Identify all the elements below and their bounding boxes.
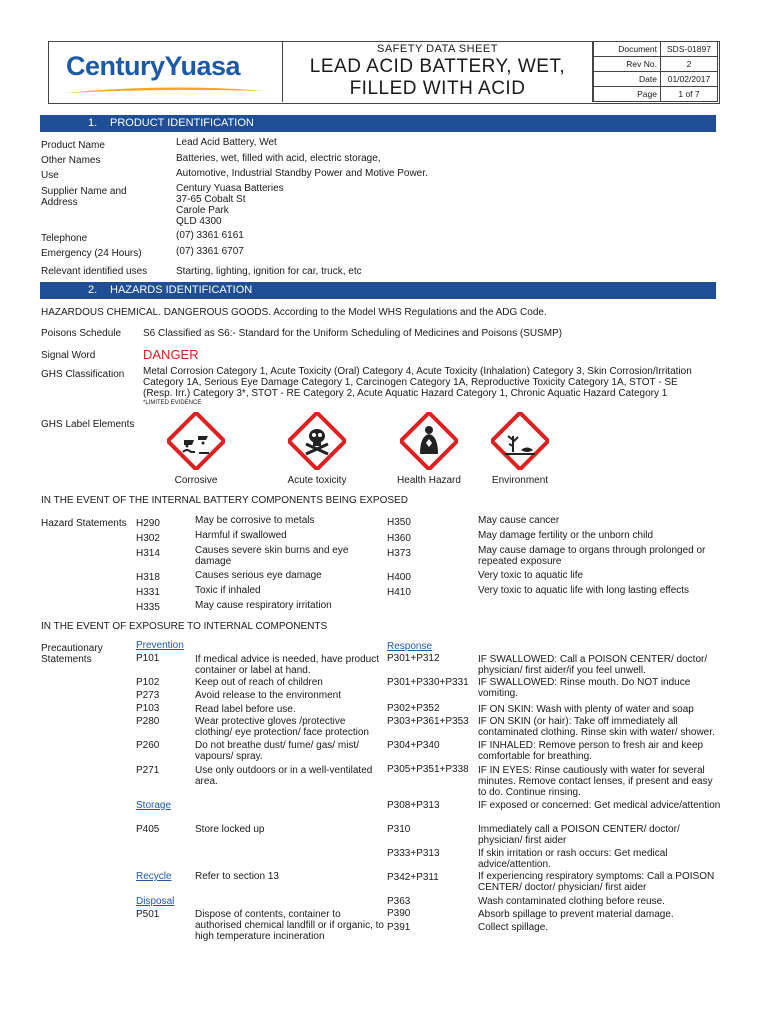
meta-value: 1 of 7: [661, 87, 718, 102]
hazard-code: H373: [387, 548, 411, 559]
logo-swoosh-icon: [66, 85, 266, 95]
precaution-code: P301+P330+P331: [387, 677, 469, 688]
poisons-value: S6 Classified as S6:- Standard for the Uniform Scheduling of Medicines and Poisons (SUSMP): [143, 328, 563, 339]
precautionary-label: Precautionary Statements: [41, 643, 103, 665]
section-number: 2.: [88, 284, 98, 296]
pictogram-caption-acute-toxicity: Acute toxicity: [287, 475, 347, 486]
relevant-uses-label: Relevant identified uses: [41, 266, 148, 277]
pictogram-caption-environment: Environment: [491, 475, 549, 486]
hazard-code: H331: [136, 587, 160, 598]
precaution-code: P260: [136, 740, 160, 751]
pictogram-caption-corrosive: Corrosive: [174, 475, 218, 486]
hazard-text: Very toxic to aquatic life: [478, 570, 584, 581]
hazard-code: H314: [136, 548, 160, 559]
precaution-text: Collect spillage.: [478, 922, 549, 933]
precaution-code: P102: [136, 677, 160, 688]
doc-title-line1: LEAD ACID BATTERY, WET,: [309, 56, 566, 77]
precaution-text: Keep out of reach of children: [195, 677, 323, 688]
storage-heading: Storage: [136, 800, 172, 811]
response-heading: Response: [387, 641, 433, 652]
precaution-text: IF SWALLOWED: Call a POISON CENTER/ doctor/ physician/ first aider/if you feel unwell.: [478, 654, 708, 676]
exposure-heading: IN THE EVENT OF EXPOSURE TO INTERNAL COMPONENTS: [41, 621, 328, 632]
address-line: Carole Park: [176, 205, 229, 216]
precaution-text: Wear protective gloves /protective clothing/ eye protection/ face protection: [195, 716, 369, 738]
environment-icon: [491, 412, 549, 470]
precaution-text: IF exposed or concerned: Get medical advice/attention: [478, 800, 721, 811]
precaution-code: P501: [136, 909, 160, 920]
section-title: PRODUCT IDENTIFICATION: [110, 117, 254, 129]
precaution-text: If medical advice is needed, have product container or label at hand.: [195, 654, 379, 676]
relevant-uses-value: Starting, lighting, ignition for car, truck, etc: [176, 266, 362, 277]
address-line: QLD 4300: [176, 216, 222, 227]
precaution-text: Absorb spillage to prevent material damage.: [478, 909, 674, 920]
hazard-code: H318: [136, 572, 160, 583]
hazard-code: H302: [136, 533, 160, 544]
product-name-label: Product Name: [41, 140, 105, 151]
ghs-classification-label: GHS Classification: [41, 369, 125, 380]
hazard-text: Causes serious eye damage: [195, 570, 322, 581]
hazard-text: May cause damage to organs through prolonged or repeated exposure: [478, 545, 706, 567]
hazard-text: May be corrosive to metals: [195, 515, 315, 526]
precaution-code: P310: [387, 824, 411, 835]
hazard-code: H350: [387, 517, 411, 528]
hazard-code: H290: [136, 518, 160, 529]
emergency-value: (07) 3361 6707: [176, 246, 244, 257]
ghs-line: Category 1A, Serious Eye Damage Category 1, Carcinogen Category 1A, Reproductive Toxicity Category 1A, STOT - SE: [143, 377, 678, 388]
other-names-value: Batteries, wet, filled with acid, electric storage,: [176, 153, 381, 164]
use-value: Automotive, Industrial Standby Power and Motive Power.: [176, 168, 428, 179]
hazard-code: H400: [387, 572, 411, 583]
logo-cell: [48, 41, 283, 102]
prevention-heading: Prevention: [136, 640, 184, 651]
hazard-code: H335: [136, 602, 160, 613]
poisons-label: Poisons Schedule: [41, 328, 122, 339]
signal-word-label: Signal Word: [41, 350, 96, 361]
precaution-text: IF ON SKIN: Wash with plenty of water and soap: [478, 704, 694, 715]
precaution-code: P103: [136, 703, 160, 714]
asterisk: *: [143, 400, 146, 406]
precaution-text: IF IN EYES: Rinse cautiously with water for several minutes. Remove contact lenses, if present and easy to do. Continue rinsing.: [478, 765, 713, 798]
telephone-value: (07) 3361 6161: [176, 230, 244, 241]
precaution-text: Use only outdoors or in a well-ventilated area.: [195, 765, 373, 787]
other-names-label: Other Names: [41, 155, 101, 166]
hazard-text: May cause cancer: [478, 515, 560, 526]
precaution-code: P302+P352: [387, 703, 440, 714]
precaution-text: Avoid release to the environment: [195, 690, 342, 701]
hazard-code: H410: [387, 587, 411, 598]
doc-meta-table: [593, 41, 718, 102]
meta-value: SDS-01897: [661, 42, 718, 57]
section-number: 1.: [88, 117, 98, 129]
section-1-bar: [40, 115, 716, 132]
precaution-code: P301+P312: [387, 653, 440, 664]
precaution-code: P303+P361+P353: [387, 716, 469, 727]
hazard-text: Very toxic to aquatic life with long lasting effects: [478, 585, 690, 596]
limited-evidence-text: LIMITED EVIDENCE: [145, 400, 202, 406]
use-label: Use: [41, 170, 59, 181]
hazard-text: Harmful if swallowed: [195, 530, 287, 541]
meta-value: 01/02/2017: [661, 72, 718, 87]
section-title: HAZARDS IDENTIFICATION: [110, 284, 253, 296]
precaution-code: P308+P313: [387, 800, 440, 811]
precaution-text: IF SWALLOWED: Rinse mouth. Do NOT induce vomiting.: [478, 677, 691, 699]
pictogram-caption-health-hazard: Health Hazard: [397, 475, 461, 486]
meta-key: Date: [594, 72, 661, 87]
precaution-text: IF ON SKIN (or hair): Take off immediately all contaminated clothing. Rinse skin with water/ shower.: [478, 716, 715, 738]
ghs-line: Metal Corrosion Category 1, Acute Toxicity (Oral) Category 4, Acute Toxicity (Inhalation) Category 3, Skin Corrosion/Irritation: [143, 366, 692, 377]
address-line: 37-65 Cobalt St: [176, 194, 246, 205]
hazard-text: Causes severe skin burns and eye damage: [195, 545, 349, 567]
hazard-statements-label: Hazard Statements: [41, 518, 127, 529]
telephone-label: Telephone: [41, 233, 88, 244]
precaution-code: P333+P313: [387, 848, 440, 859]
precaution-text: Do not breathe dust/ fume/ gas/ mist/ vapours/ spray.: [195, 740, 359, 762]
hazard-intro: HAZARDOUS CHEMICAL. DANGEROUS GOODS. According to the Model WHS Regulations and the ADG Code.: [41, 307, 547, 318]
precaution-code: P305+P351+P338: [387, 764, 469, 775]
precaution-code: P405: [136, 824, 160, 835]
ghs-line: (Resp. Irr.) Category 3*, STOT - RE Category 2, Acute Aquatic Hazard Category 1, Chronic Aquatic Hazard Category 1: [143, 388, 668, 399]
corrosive-icon: [167, 412, 225, 470]
meta-key: Rev No.: [594, 57, 661, 72]
recycle-text: Refer to section 13: [195, 871, 279, 882]
limited-evidence-note: [143, 399, 718, 407]
supplier-address: [176, 183, 284, 227]
address-line: Century Yuasa Batteries: [176, 183, 284, 194]
precaution-text: IF INHALED: Remove person to fresh air and keep comfortable for breathing.: [478, 740, 704, 762]
exposed-heading: IN THE EVENT OF THE INTERNAL BATTERY COMPONENTS BEING EXPOSED: [41, 495, 408, 506]
product-name-value: Lead Acid Battery, Wet: [176, 137, 277, 148]
precaution-text: If experiencing respiratory symptoms: Call a POISON CENTER/ doctor/ physician/ first aider: [478, 871, 715, 893]
doc-title-line2: FILLED WITH ACID: [349, 78, 526, 99]
precaution-text: Store locked up: [195, 824, 265, 835]
hazard-text: Toxic if inhaled: [195, 585, 261, 596]
section-2-bar: [40, 282, 716, 299]
hazard-text: May cause respiratory irritation: [195, 600, 332, 611]
meta-key: Document: [594, 42, 661, 57]
title-cell: [283, 41, 593, 102]
skull-icon: [288, 412, 346, 470]
meta-key: Page: [594, 87, 661, 102]
precaution-code: P342+P311: [387, 872, 439, 883]
doc-title: [283, 56, 592, 100]
hazard-text: May damage fertility or the unborn child: [478, 530, 654, 541]
precaution-code: P280: [136, 716, 160, 727]
signal-word-value: DANGER: [143, 347, 199, 362]
emergency-label: Emergency (24 Hours): [41, 248, 142, 259]
precaution-code: P390: [387, 908, 411, 919]
precaution-code: P363: [387, 896, 411, 907]
precaution-text: Immediately call a POISON CENTER/ doctor/ physician/ first aider: [478, 824, 680, 846]
ghs-label-elements-label: GHS Label Elements: [41, 419, 135, 430]
precaution-text: Dispose of contents, container to authorised chemical landfill or if organic, to high temperature incineration: [195, 909, 384, 942]
precaution-code: P101: [136, 653, 160, 664]
doc-type: SAFETY DATA SHEET: [377, 43, 498, 55]
precaution-text: Read label before use.: [195, 704, 296, 715]
supplier-label: Supplier Name and Address: [41, 186, 127, 208]
precaution-code: P391: [387, 922, 411, 933]
recycle-heading: Recycle: [136, 871, 172, 882]
hazard-code: H360: [387, 533, 411, 544]
precaution-text: If skin irritation or rash occurs: Get medical advice/attention.: [478, 848, 668, 870]
precaution-code: P271: [136, 765, 160, 776]
precaution-code: P304+P340: [387, 740, 440, 751]
ghs-classification-text: [143, 366, 718, 407]
company-logo: CenturyYuasa: [66, 51, 241, 81]
precaution-text: Wash contaminated clothing before reuse.: [478, 896, 665, 907]
precaution-code: P273: [136, 690, 160, 701]
meta-value: 2: [661, 57, 718, 72]
disposal-heading: Disposal: [136, 896, 175, 907]
health-hazard-icon: [400, 412, 458, 470]
